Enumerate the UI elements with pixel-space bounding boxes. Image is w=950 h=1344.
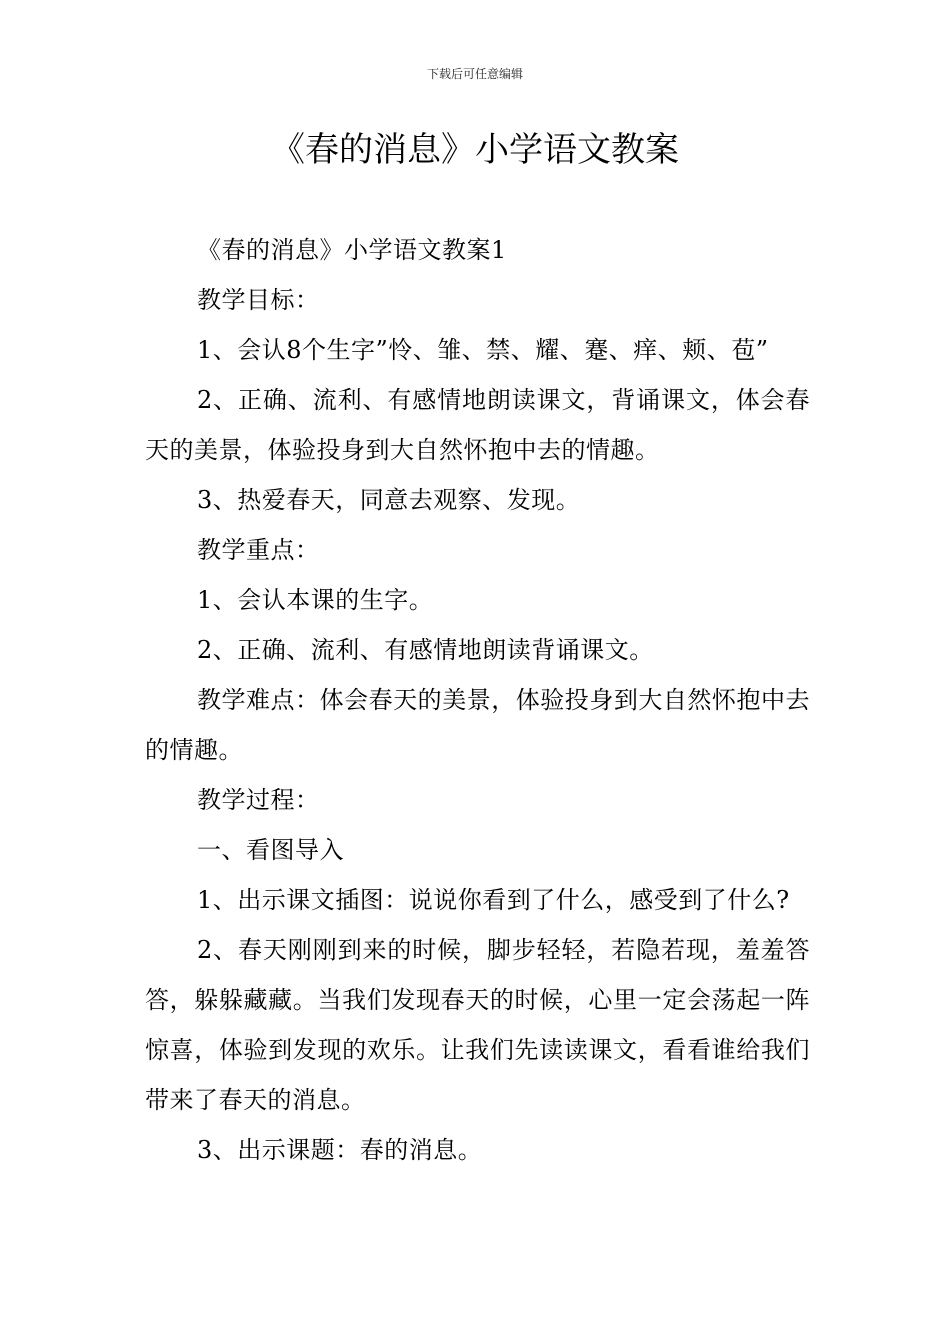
paragraph-section-1-heading: 一、看图导入 bbox=[197, 836, 344, 864]
document-body bbox=[145, 225, 810, 1175]
paragraph-lesson-heading: 《春的消息》小学语文教案1 bbox=[197, 236, 507, 264]
paragraph-process-heading: 教学过程： bbox=[197, 786, 320, 814]
paragraph-step-1: 1、出示课文插图：说说你看到了什么，感受到了什么? bbox=[197, 886, 790, 914]
paragraph-objective-1: 1、会认8个生字”怜、雏、禁、耀、蹇、痒、颊、苞” bbox=[197, 336, 769, 364]
paragraph-objectives-heading: 教学目标： bbox=[197, 286, 320, 314]
paragraph-step-3: 3、出示课题：春的消息。 bbox=[197, 1136, 483, 1164]
paragraph-key-point-1: 1、会认本课的生字。 bbox=[197, 586, 434, 614]
page-header-note: 下载后可任意编辑 bbox=[426, 67, 523, 81]
paragraph-step-2: 2、春天刚刚到来的时候，脚步轻轻，若隐若现，羞羞答答，躲躲藏藏。当我们发现春天的时候，心里一定会荡起一阵惊喜，体验到发现的欢乐。让我们先读读课文，看看谁给我们带来了春天的消息。 bbox=[145, 936, 810, 1114]
paragraph-key-point-2: 2、正确、流利、有感情地朗读背诵课文。 bbox=[197, 636, 654, 664]
paragraph-difficulty: 教学难点：体会春天的美景，体验投身到大自然怀抱中去的情趣。 bbox=[145, 686, 810, 764]
document-title: 《春的消息》小学语文教案 bbox=[271, 130, 679, 170]
paragraph-key-points-heading: 教学重点： bbox=[197, 536, 320, 564]
paragraph-objective-2: 2、正确、流利、有感情地朗读课文，背诵课文，体会春天的美景，体验投身到大自然怀抱中去的情趣。 bbox=[145, 386, 810, 464]
paragraph-objective-3: 3、热爱春天，同意去观察、发现。 bbox=[197, 486, 581, 514]
